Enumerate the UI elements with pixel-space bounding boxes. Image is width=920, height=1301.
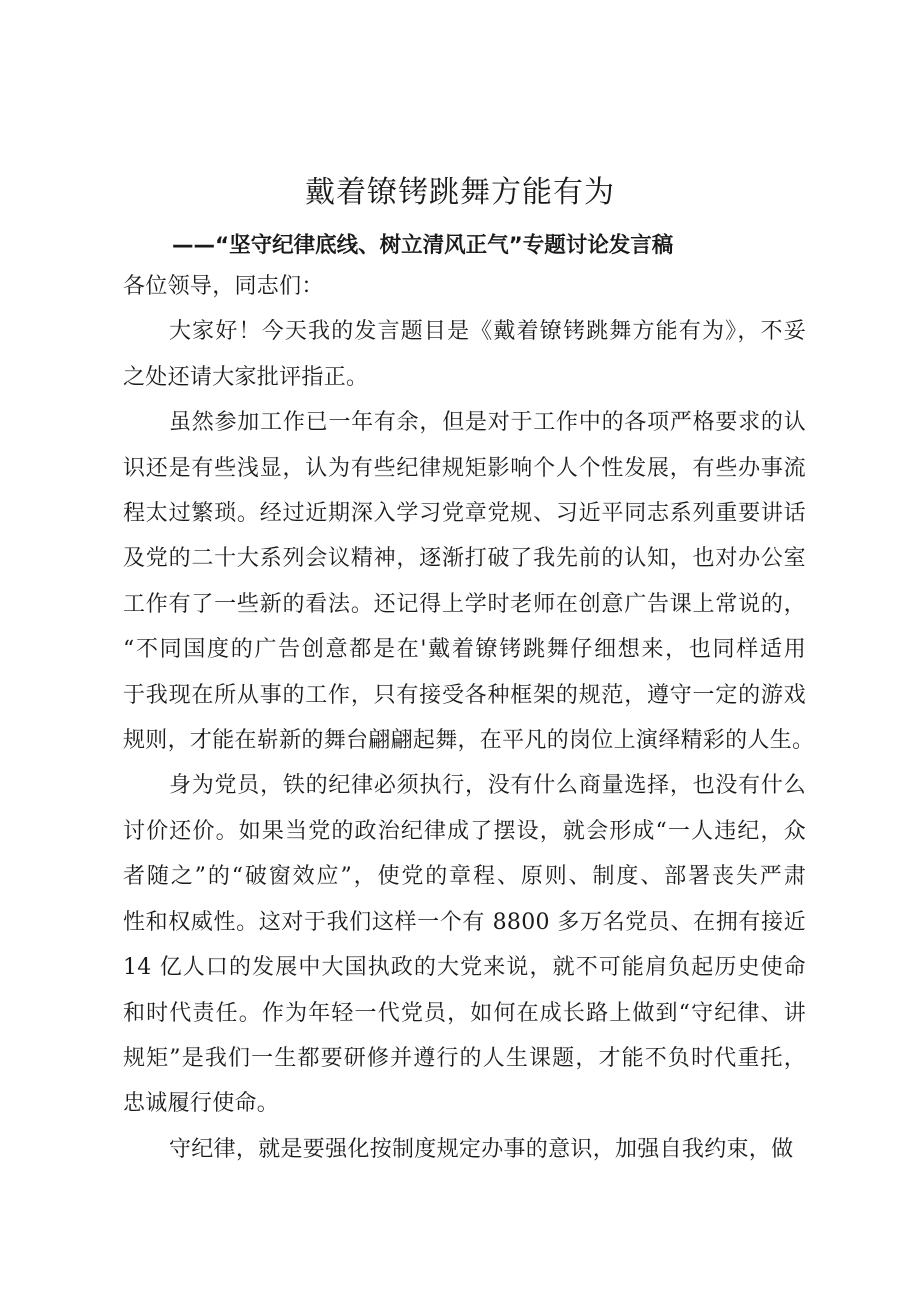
paragraph-list [123,309,815,1172]
paragraph-line: 性和权威性。这对于我们这样一个有 8800 多万名党员、在拥有接近 [123,909,806,935]
paragraph [123,1127,806,1172]
paragraph-line: 忠诚履行使命。 [123,1091,280,1117]
paragraph-line: 大家好！今天我的发言题目是《戴着镣铐跳舞方能有为》，不妥 [169,319,806,345]
document-title: 戴着镣铐跳舞方能有为 [305,175,615,210]
paragraph-line: 者随之”的“破窗效应”，使党的章程、原则、制度、部署丧失严肃 [123,864,806,890]
paragraph-line: 守纪律，就是要强化按制度规定办事的意识，加强自我约束，做 [169,1136,794,1162]
paragraph-line: 讨价还价。如果当党的政治纪律成了摆设，就会形成“一人违纪，众 [123,818,806,844]
paragraph [123,400,815,763]
paragraph-line: 之处还请大家批评指正。 [123,364,369,390]
paragraph-line: 识还是有些浅显，认为有些纪律规矩影响个人个性发展，有些办事流 [123,455,806,481]
paragraph-line: 程太过繁琐。经过近期深入学习党章党规、习近平同志系列重要讲话 [123,501,806,527]
paragraph-line: 身为党员，铁的纪律必须执行，没有什么商量选择，也没有什么 [169,773,806,799]
paragraph-line: 规则，才能在崭新的舞台翩翩起舞，在平凡的岗位上演绎精彩的人生。 [123,728,815,754]
greeting: 各位领导，同志们： [123,274,324,299]
paragraph-line: “不同国度的广告创意都是在'戴着镣铐跳舞仔细想来，也同样适用 [123,637,806,663]
paragraph-line: 于我现在所从事的工作，只有接受各种框架的规范，遵守一定的游戏 [123,682,806,708]
paragraph [123,309,806,400]
paragraph [123,763,806,1126]
paragraph-line: 及党的二十大系列会议精神，逐渐打破了我先前的认知，也对办公室 [123,546,806,572]
paragraph-line: 和时代责任。作为年轻一代党员，如何在成长路上做到“守纪律、讲 [123,1000,806,1026]
document-subtitle: ——“坚守纪律底线、树立清风正气”专题讨论发言稿 [172,233,674,258]
paragraph-line: 工作有了一些新的看法。还记得上学时老师在创意广告课上常说的， [123,591,806,617]
document-body [123,264,815,1172]
paragraph-line: 14 亿人口的发展中大国执政的大党来说，就不可能肩负起历史使命 [123,955,806,981]
paragraph-line: 规矩”是我们一生都要研修并遵行的人生课题，才能不负时代重托， [123,1045,806,1071]
paragraph-line: 虽然参加工作已一年有余，但是对于工作中的各项严格要求的认 [169,410,806,436]
